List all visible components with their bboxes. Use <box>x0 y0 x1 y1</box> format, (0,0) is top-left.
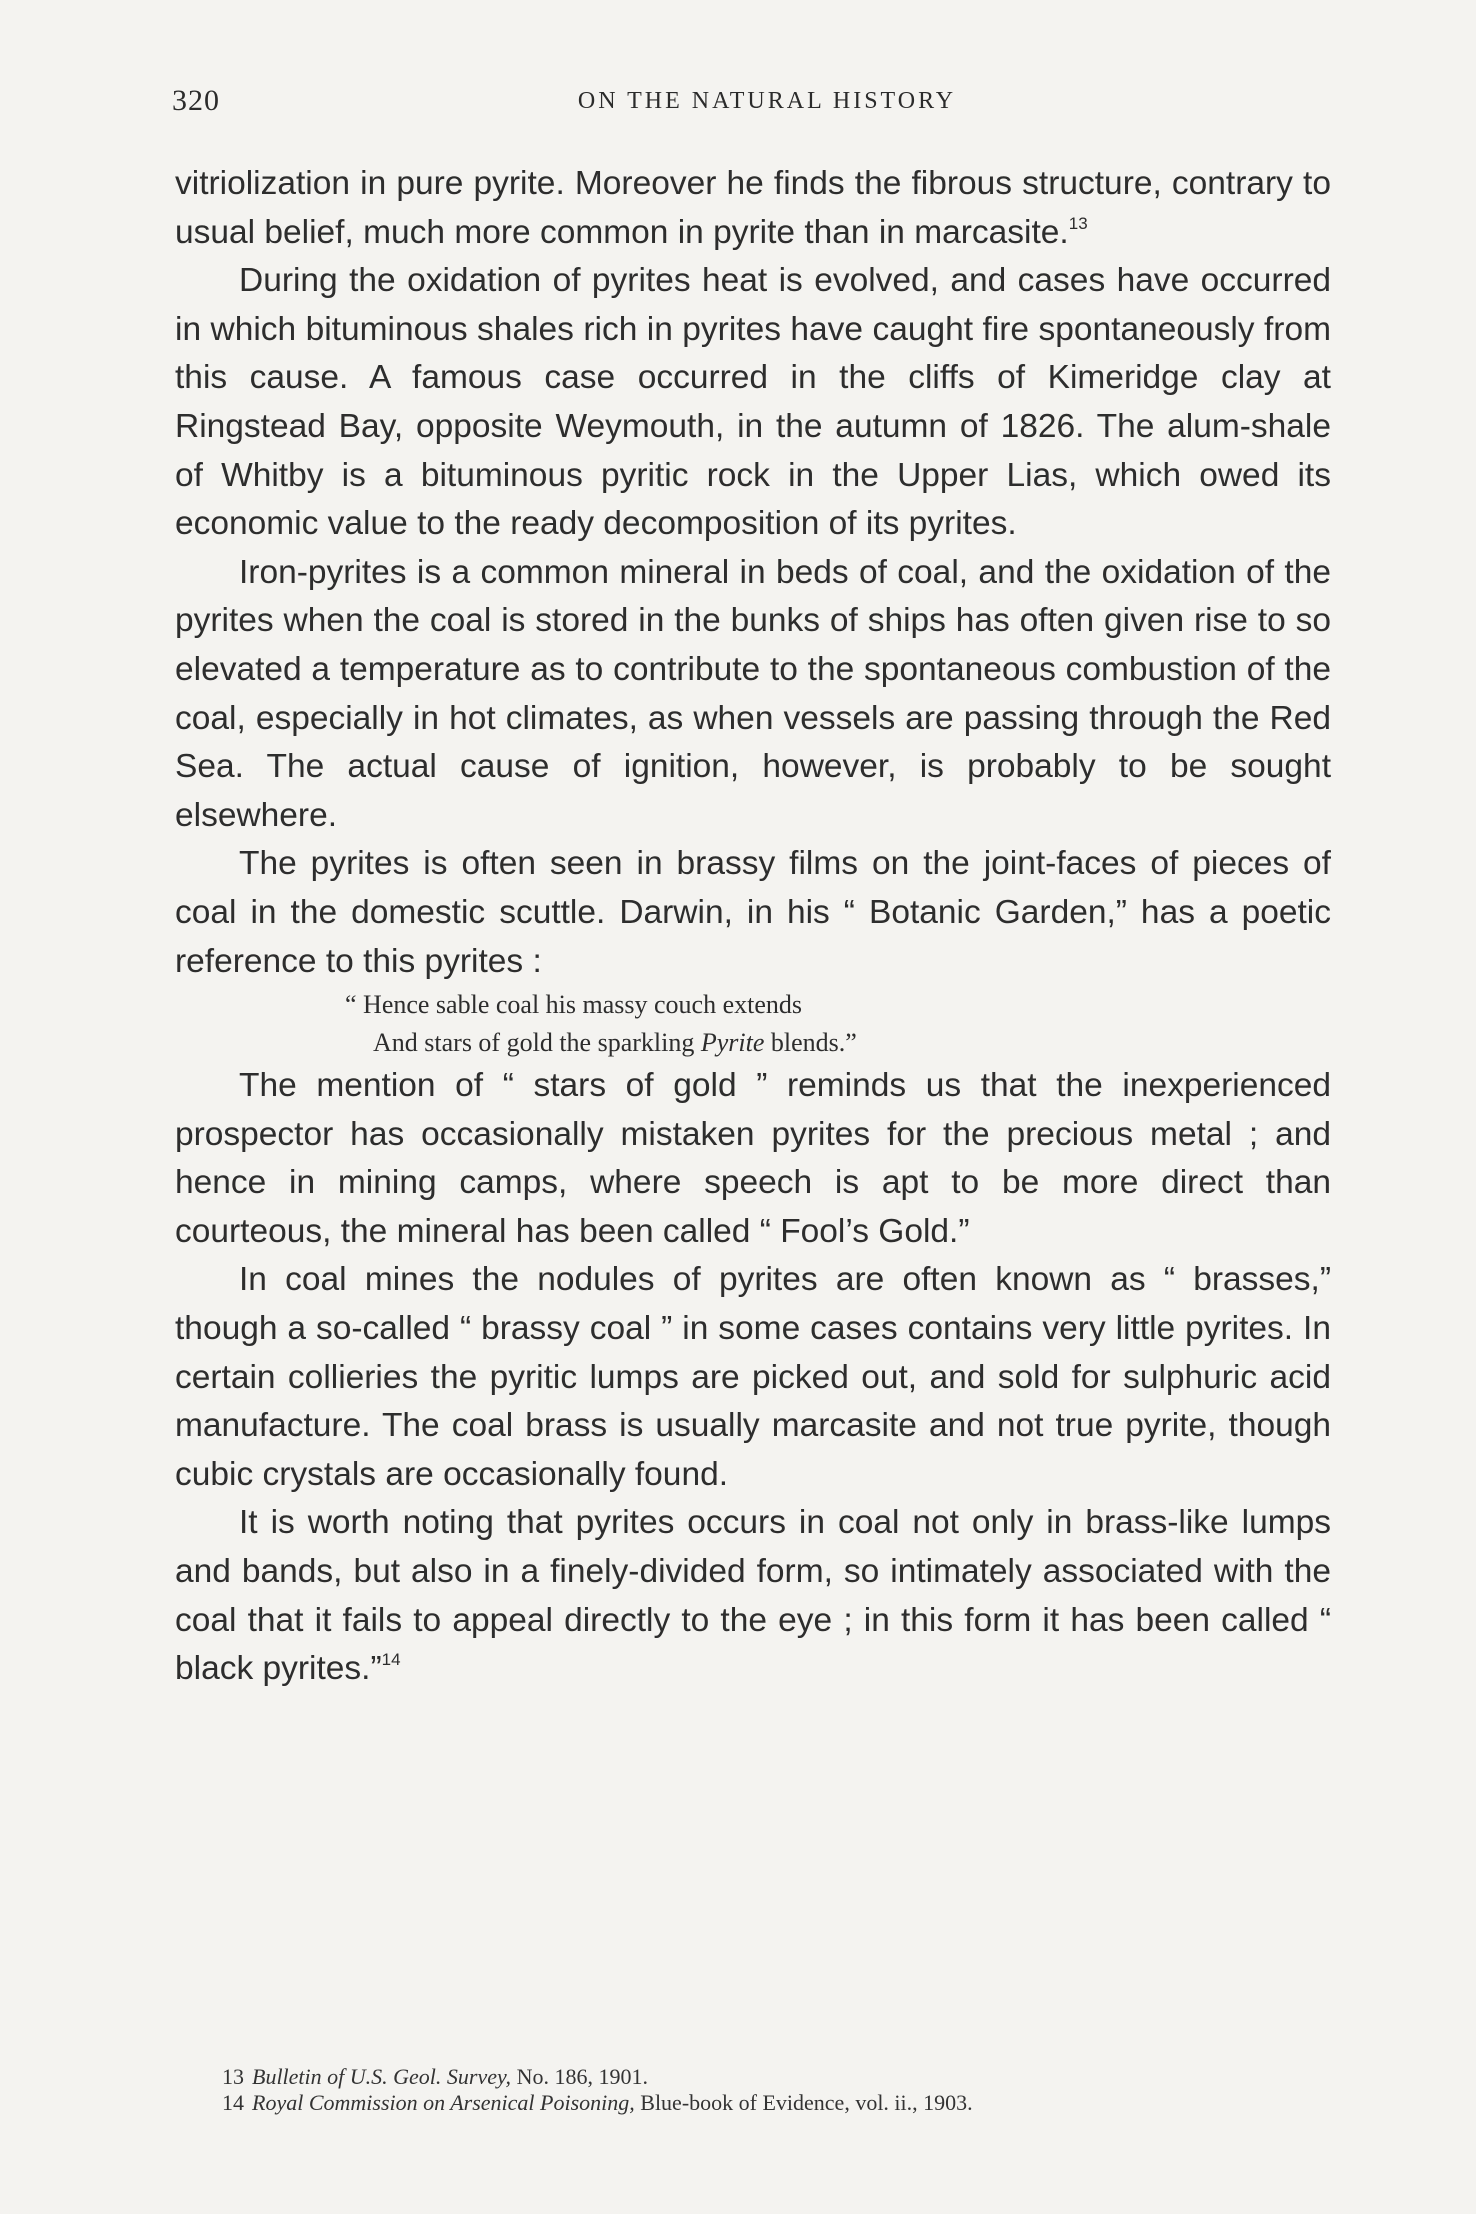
running-head: ON THE NATURAL HISTORY <box>577 88 957 114</box>
paragraph-4: The pyrites is often seen in brassy films on the joint-faces of pieces of coal in the domestic scuttle. Darwin, in his “ Botanic Garden,” has a poetic reference to this pyrites : <box>175 845 1331 980</box>
verse-line-1: “ Hence sable coal his massy couch extends <box>345 990 803 1020</box>
paragraph-5: The mention of “ stars of gold ” reminds us that the inexperienced prospector has occasionally mistaken pyrites for the precious metal ; and hence in mining camps, where speech is apt to be more direct than courteous, the mineral has been called “ Fool’s Gold.” <box>175 1067 1331 1250</box>
footnotes <box>222 2064 1342 2116</box>
page-header <box>172 84 1332 124</box>
footnote-rest: Blue-book of Evidence, vol. ii., 1903. <box>634 2090 973 2115</box>
paragraph-3: Iron-pyrites is a common mineral in beds of coal, and the oxidation of the pyrites when the coal is stored in the bunks of ships has often given rise to so elevated a temperature as to contribute to the spontaneous combustion of the coal, especially in hot climates, as when vessels are passing through the Red Sea. The actual cause of ignition, however, is probably to be sought elsewhere. <box>175 553 1331 834</box>
verse-line-2-end: blends.” <box>764 1028 857 1058</box>
paragraph-1-text: vitriolization in pure pyrite. Moreover he finds the fibrous structure, contrary to usual belief, much more common in pyrite than in marcasite. <box>175 165 1331 251</box>
paragraph-1 <box>175 160 1331 257</box>
verse-line-2 <box>345 1024 1331 1062</box>
footnote-ref-13[interactable]: 13 <box>1068 213 1088 233</box>
footnote-number: 14 <box>222 2090 244 2115</box>
paragraph-7 <box>175 1499 1331 1693</box>
verse-quotation <box>175 986 1331 1062</box>
page-number: 320 <box>172 84 220 117</box>
footnote-rest: No. 186, 1901. <box>511 2064 648 2089</box>
paragraph-2: During the oxidation of pyrites heat is evolved, and cases have occurred in which bituminous shales rich in pyrites have caught fire spontaneously from this cause. A famous case occurred in the cliffs of Kimeridge clay at Ringstead Bay, opposite Weymouth, in the autumn of 1826. The alum-shale of Whitby is a bituminous pyritic rock in the Upper Lias, which owed its economic value to the ready decomposition of its pyrites. <box>175 262 1331 543</box>
footnote-ref-14[interactable]: 14 <box>381 1650 401 1670</box>
footnote-title: Royal Commission on Arsenical Poisoning, <box>252 2090 635 2115</box>
paragraph-7-text: It is worth noting that pyrites occurs in coal not only in brass-like lumps and bands, but also in a finely-divided form, so intimately associated with the coal that it fails to appeal directly to the eye ; in this form it has been called “ black pyrites.” <box>175 1504 1331 1688</box>
footnote-number: 13 <box>222 2064 244 2089</box>
footnote-title: Bulletin of U.S. Geol. Survey, <box>252 2064 512 2089</box>
verse-line-2-italic: Pyrite <box>700 1028 765 1058</box>
body-text <box>175 160 1331 1694</box>
footnote-13 <box>222 2064 1342 2090</box>
verse-line-2-start: And stars of gold the sparkling <box>373 1028 701 1058</box>
paragraph-6: In coal mines the nodules of pyrites are often known as “ brasses,” though a so-called “ brassy coal ” in some cases contains very little pyrites. In certain collieries the pyritic lumps are picked out, and sold for sulphuric acid manufacture. The coal brass is usually marcasite and not true pyrite, though cubic crystals are occasionally found. <box>175 1261 1331 1493</box>
footnote-14 <box>222 2090 1342 2116</box>
